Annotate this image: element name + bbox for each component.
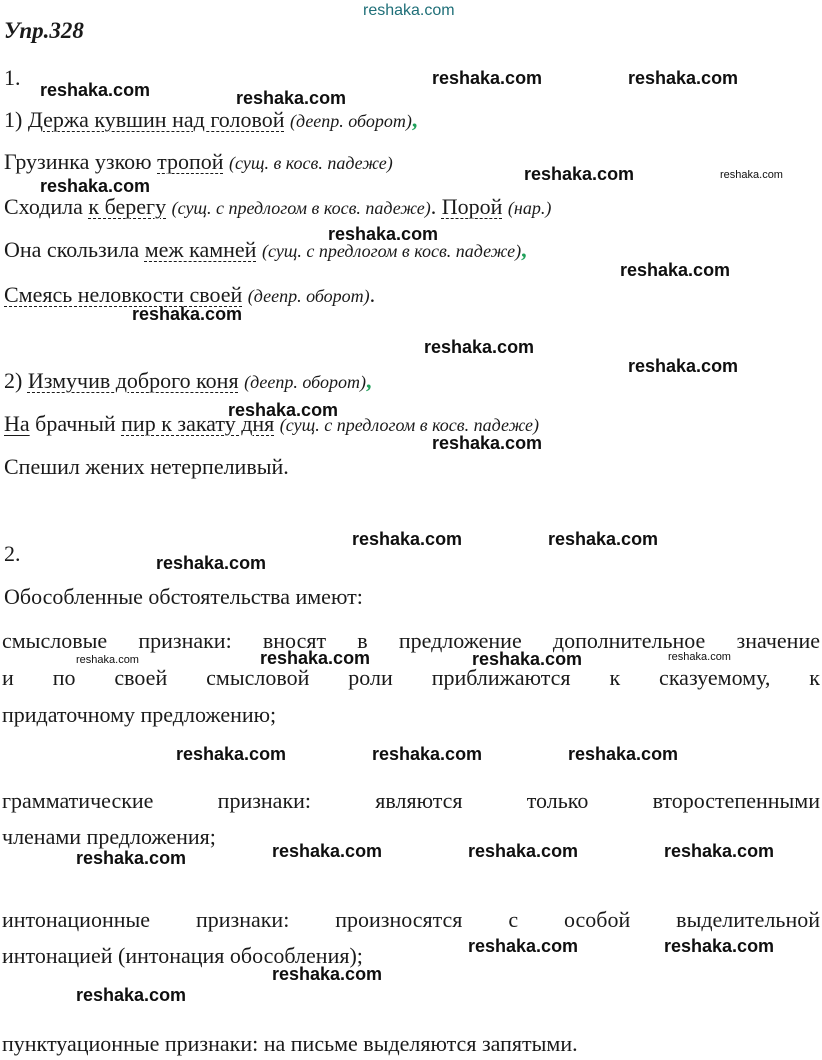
watermark: reshaka.com bbox=[352, 529, 463, 549]
watermark: reshaka.com bbox=[236, 88, 347, 108]
watermark: reshaka.com bbox=[664, 936, 775, 956]
semantic-line2: и по своей смысловой роли приближаются к сказуемому, к bbox=[2, 665, 820, 690]
watermark: reshaka.com bbox=[363, 2, 455, 19]
watermark: reshaka.com bbox=[40, 80, 151, 100]
poem1-line1-note: (деепр. оборот) bbox=[290, 111, 412, 131]
grammatical-line1: грамматические признаки: являются только второстепенными bbox=[2, 788, 820, 813]
watermark: reshaka.com bbox=[432, 68, 543, 88]
semantic-line3: придаточному предложению; bbox=[2, 702, 277, 727]
watermark: reshaka.com bbox=[176, 744, 287, 764]
intonation-line1: интонационные признаки: произносятся с особой выделительной bbox=[2, 907, 820, 932]
watermark: reshaka.com bbox=[628, 356, 739, 376]
poem1-line5-end: . bbox=[369, 282, 376, 307]
poem1-line4 bbox=[4, 236, 527, 265]
watermark: reshaka.com bbox=[720, 169, 783, 181]
poem1-line3-note: (сущ. с предлогом в косв. падеже) bbox=[171, 198, 431, 218]
poem2-line2-note: (сущ. с предлогом в косв. падеже) bbox=[279, 415, 539, 435]
poem1-line4-pre: Она скользила bbox=[4, 237, 145, 262]
watermark: reshaka.com bbox=[372, 744, 483, 764]
intonation-line2: интонацией (интонация обособления); bbox=[2, 943, 363, 968]
poem2-line1 bbox=[4, 367, 371, 396]
poem1-line5-note: (деепр. оборот) bbox=[247, 286, 370, 306]
poem1-prefix: 1) bbox=[4, 107, 28, 132]
watermark: reshaka.com bbox=[424, 337, 535, 357]
poem2-line1-comma: , bbox=[365, 368, 372, 393]
semantic-line1: смысловые признаки: вносят в предложение дополнительное значение bbox=[2, 628, 820, 653]
poem1-line5-text: Смеясь неловкости своей bbox=[4, 282, 243, 307]
poem1-line2 bbox=[4, 148, 393, 177]
punctuation-line: пунктуационные признаки: на письме выделяются запятыми. bbox=[2, 1031, 578, 1056]
poem1-line2-pre: Грузинка узкою bbox=[4, 149, 158, 174]
poem1-line3 bbox=[4, 193, 551, 222]
poem2-line1-note: (деепр. оборот) bbox=[244, 372, 366, 392]
watermark: reshaka.com bbox=[620, 260, 731, 280]
poem2-line2-mid: брачный bbox=[29, 411, 122, 436]
watermark: reshaka.com bbox=[40, 176, 151, 196]
part2-intro: Обособленные обстоятельства имеют: bbox=[4, 584, 363, 609]
poem1-line3-pre: Сходила bbox=[4, 194, 89, 219]
poem1-line5 bbox=[4, 281, 375, 310]
watermark: reshaka.com bbox=[468, 841, 579, 861]
watermark: reshaka.com bbox=[228, 400, 339, 420]
poem2-prefix: 2) bbox=[4, 368, 28, 393]
part2-number: 2. bbox=[4, 541, 21, 566]
watermark: reshaka.com bbox=[76, 848, 187, 868]
watermark: reshaka.com bbox=[468, 936, 579, 956]
watermark: reshaka.com bbox=[76, 654, 139, 666]
part1-number: 1. bbox=[4, 65, 21, 90]
watermark: reshaka.com bbox=[664, 841, 775, 861]
poem2-line2 bbox=[4, 410, 539, 439]
poem1-line1-comma: , bbox=[411, 107, 418, 132]
watermark: reshaka.com bbox=[628, 68, 739, 88]
poem2-line2-word2: пир к закату дня bbox=[121, 411, 275, 436]
poem1-line1 bbox=[4, 106, 417, 135]
poem1-line2-note: (сущ. в косв. падеже) bbox=[229, 153, 393, 173]
poem1-line4-note: (сущ. с предлогом в косв. падеже) bbox=[261, 241, 522, 261]
watermark: reshaka.com bbox=[260, 648, 371, 668]
watermark: reshaka.com bbox=[668, 651, 731, 663]
watermark: reshaka.com bbox=[328, 224, 439, 244]
watermark: reshaka.com bbox=[272, 841, 383, 861]
watermark: reshaka.com bbox=[272, 964, 383, 984]
watermark: reshaka.com bbox=[472, 649, 583, 669]
poem2-line3: Спешил жених нетерпеливый. bbox=[4, 454, 289, 479]
poem1-line3-word: к берегу bbox=[88, 194, 167, 219]
poem2-line2-word1: На bbox=[4, 411, 30, 436]
grammatical-line2: членами предложения; bbox=[2, 824, 216, 849]
watermark: reshaka.com bbox=[524, 164, 635, 184]
watermark: reshaka.com bbox=[432, 433, 543, 453]
watermark: reshaka.com bbox=[76, 985, 187, 1005]
exercise-title: Упр.328 bbox=[4, 18, 84, 43]
poem1-line1-text: Держа кувшин над головой bbox=[27, 107, 285, 132]
poem1-line3-word2: Порой bbox=[441, 194, 503, 219]
poem1-line3-note2: (нар.) bbox=[507, 198, 552, 218]
poem1-line4-comma: , bbox=[521, 237, 527, 262]
poem2-line1-text: Измучив доброго коня bbox=[27, 368, 239, 393]
watermark: reshaka.com bbox=[132, 304, 243, 324]
watermark: reshaka.com bbox=[548, 529, 659, 549]
watermark: reshaka.com bbox=[568, 744, 679, 764]
poem1-line2-word: тропой bbox=[157, 149, 224, 174]
watermark: reshaka.com bbox=[156, 553, 267, 573]
poem1-line4-word: меж камней bbox=[144, 237, 257, 262]
poem1-line3-dot: . bbox=[430, 194, 442, 219]
